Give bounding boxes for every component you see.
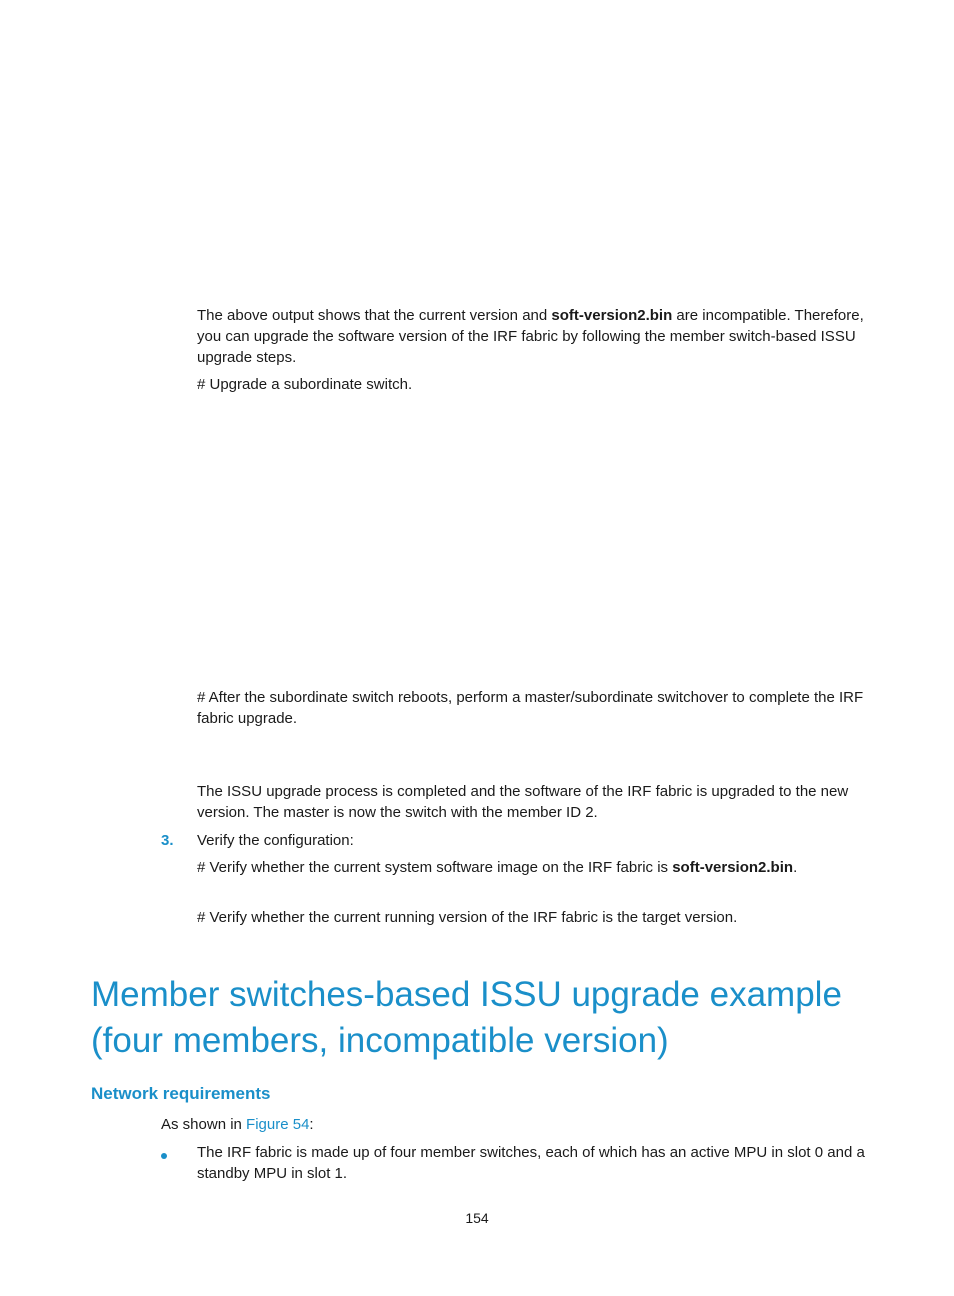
filename-bold: soft-version2.bin [672, 859, 794, 876]
comment-verify-version: # Verify whether the current running version of the IRF fabric is the target version. [197, 909, 738, 926]
comment-after-reboot: # After the subordinate switch reboots, perform a master/subordinate switchover to complete the IRF fabric upgrade. [197, 689, 864, 727]
as-shown-text: : [309, 1116, 314, 1133]
bullet-item: The IRF fabric is made up of four member switches, each of which has an active MPU in slot 0 and a standby MPU in slot 1. [197, 1144, 865, 1182]
as-shown-text: As shown in [161, 1116, 247, 1133]
paragraph-completed: The ISSU upgrade process is completed and the software of the IRF fabric is upgraded to the new version. The master is now the switch with the member ID 2. [197, 783, 849, 821]
comment-verify-image [197, 857, 869, 878]
comment-upgrade-subordinate: # Upgrade a subordinate switch. [197, 376, 413, 393]
subsection-heading: Network requirements [91, 1084, 271, 1103]
page-number: 154 [465, 1210, 489, 1226]
paragraph-incompatible [197, 305, 869, 368]
figure-link[interactable]: Figure 54 [246, 1116, 310, 1133]
step-number: 3. [161, 832, 174, 849]
filename-bold: soft-version2.bin [551, 307, 673, 324]
bullet-icon [161, 1153, 167, 1159]
paragraph-text: are incompatible. Therefore, you can upgrade the software version of the IRF fabric by following the member switch-based ISSU upgrade steps. [197, 307, 864, 366]
section-heading: Member switches-based ISSU upgrade example (four members, incompatible version) [91, 975, 842, 1060]
step-text: Verify the configuration: [197, 832, 354, 849]
paragraph-text: The above output shows that the current version and [197, 307, 552, 324]
comment-text: . [793, 859, 798, 876]
comment-text: # Verify whether the current system software image on the IRF fabric is [197, 859, 673, 876]
as-shown-paragraph [161, 1114, 314, 1135]
